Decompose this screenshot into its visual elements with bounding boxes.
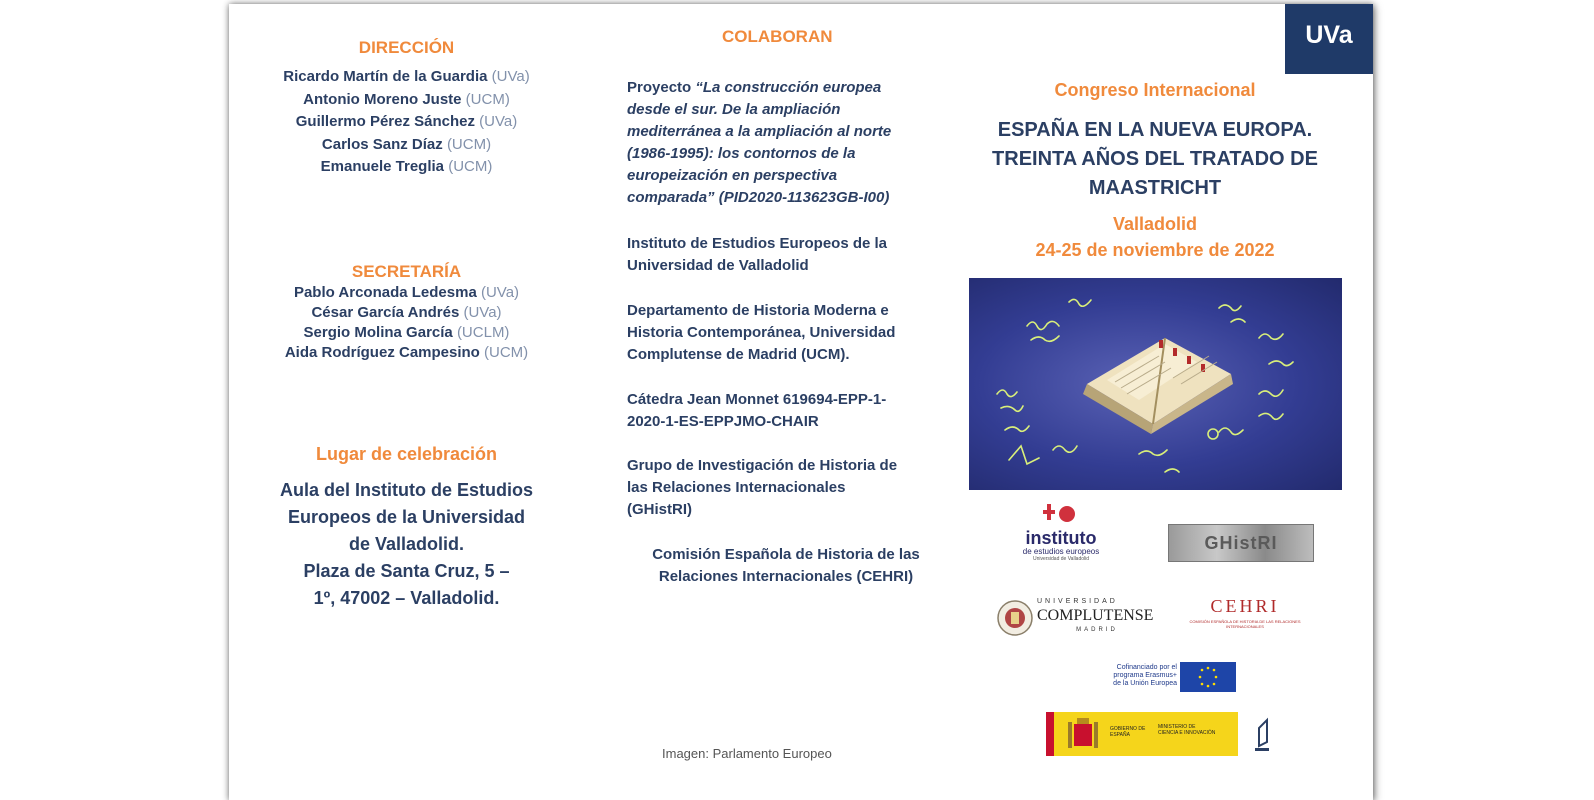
secretaria-list xyxy=(229,283,584,363)
list-item: Emanuele Treglia (UCM) xyxy=(320,158,493,175)
image-credit: Imagen: Parlamento Europeo xyxy=(662,746,832,761)
brochure-page xyxy=(229,4,1373,800)
lugar-heading: Lugar de celebración xyxy=(315,444,498,464)
list-item: César García Andrés (UVa) xyxy=(311,304,502,321)
ministerio-ciencia-logo: GOBIERNO DE ESPAÑA MINISTERIO DE CIENCIA E INNOVACIÓN xyxy=(1046,712,1238,756)
collaborator-item: Comisión Española de Historia de las Relaciones Internacionales (CEHRI) xyxy=(652,546,920,585)
ieu-mark-icon xyxy=(1041,504,1081,524)
erasmus-logo: Cofinanciado por el programa Erasmus+ de la Unión Europea xyxy=(1069,662,1239,692)
direccion-list xyxy=(229,66,584,179)
project-description: Proyecto “La construcción europea desde el sur. De la ampliación mediterránea a la ampliación al norte (1986-1995): los contornos de la europeización en perspectiva comparada” (PID2020-113623GB-I00) xyxy=(627,79,892,206)
open-book-image xyxy=(969,278,1342,490)
secretaria-heading: SECRETARÍA xyxy=(351,262,462,281)
ghistri-logo: GHistRI xyxy=(1168,524,1314,562)
collaborator-item: Grupo de Investigación de Historia de las Relaciones Internacionales (GHistRI) xyxy=(627,457,898,518)
congress-title: ESPAÑA EN LA NUEVA EUROPA. TREINTA AÑOS DEL TRATADO DE MAASTRICHT xyxy=(992,119,1318,199)
uva-logo: UVa xyxy=(1285,4,1373,74)
congress-dates: 24-25 de noviembre de 2022 xyxy=(1035,240,1275,260)
collaborator-item: Instituto de Estudios Europeos de la Universidad de Valladolid xyxy=(627,235,888,274)
spain-coat-of-arms-icon xyxy=(1066,716,1100,752)
treaty-book-photo xyxy=(969,278,1342,490)
list-item: Sergio Molina García (UCLM) xyxy=(303,324,510,341)
ucm-crest-icon xyxy=(997,598,1033,638)
instituto-estudios-europeos-logo: instituto de estudios europeos Universidad de Valladolid xyxy=(1011,504,1111,576)
list-item: Aida Rodríguez Campesino (UCM) xyxy=(284,344,529,361)
collaborator-item: Cátedra Jean Monnet 619694-EPP-1- 2020-1-ES-EPPJMO-CHAIR xyxy=(627,391,887,430)
congress-label: Congreso Internacional xyxy=(1054,80,1256,100)
list-item: Carlos Sanz Díaz (UCM) xyxy=(321,135,492,153)
direccion-heading: DIRECCIÓN xyxy=(358,38,455,57)
list-item: Guillermo Pérez Sánchez (UVa) xyxy=(295,113,518,130)
ucm-logo: UNIVERSIDAD COMPLUTENSE MADRID xyxy=(997,598,1159,638)
list-item: Pablo Arconada Ledesma (UVa) xyxy=(293,284,520,301)
congress-city: Valladolid xyxy=(1112,214,1198,234)
small-institution-icon xyxy=(1251,716,1273,756)
venue-address: Aula del Instituto de Estudios Europeos de la Universidad de Valladolid. Plaza de Santa Cruz, 5 – 1º, 47002 – Valladolid. xyxy=(279,480,533,608)
collaborator-item: Departamento de Historia Moderna e Historia Contemporánea, Universidad Complutense de Madrid (UCM). xyxy=(627,302,896,363)
colaboran-heading: COLABORAN xyxy=(722,27,833,46)
list-item: Ricardo Martín de la Guardia (UVa) xyxy=(283,68,530,85)
list-item: Antonio Moreno Juste (UCM) xyxy=(303,90,510,108)
eu-flag-icon xyxy=(1180,662,1236,692)
cehri-logo: CEHRI COMISIÓN ESPAÑOLA DE HISTORIA DE LAS RELACIONES INTERNACIONALES xyxy=(1189,596,1301,629)
